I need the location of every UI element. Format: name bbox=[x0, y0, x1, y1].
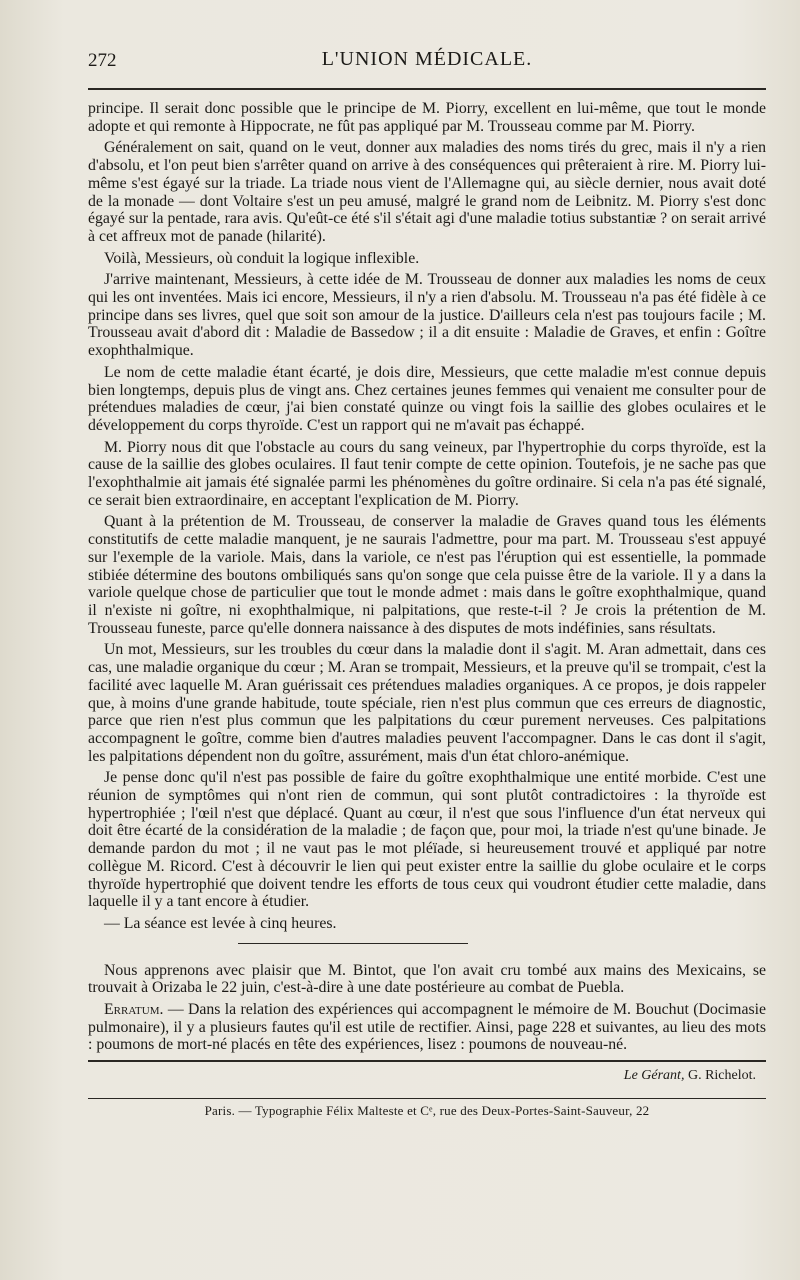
page-header bbox=[88, 42, 766, 80]
paragraph: M. Piorry nous dit que l'obstacle au cours du sang veineux, par l'hypertrophie du corps thyroïde, est la cause de la saillie des globes oculaires. Il faut tenir compte de cette opinion. Toutefois, je ne sache pas que l'exophthalmie ait jamais été signalée parmi les phénomènes du goître ordinaire. Si cela n'a pas été signalé, ce serait bien extraordinaire, en acceptant l'explication de M. Piorry. bbox=[88, 438, 766, 509]
erratum bbox=[88, 1001, 766, 1054]
printer-rule bbox=[88, 1098, 766, 1099]
paragraph: Généralement on sait, quand on le veut, donner aux maladies des noms tirés du grec, mais il n'y a rien d'absolu, et l'on peut bien s'arrêter quand on arrive à des conséquences qui prêteraient à rire. M. Piorry lui-même s'est égayé sur la triade. La triade nous vient de l'Allemagne qui, au siècle dernier, nous avait doté de la monade — dont Voltaire s'est un peu amusé, malgré le grand nom de Leibnitz. M. Piorry s'est donc égayé sur la pentade, rara avis. Qu'eût-ce été s'il s'était agi d'une maladie totius substantiæ ? on serait arrivé à cet affreux mot de panade (hilarité). bbox=[88, 139, 766, 245]
erratum-label: Erratum. bbox=[104, 1001, 164, 1019]
section-divider bbox=[238, 943, 468, 944]
news-item: Nous apprenons avec plaisir que M. Bintot, que l'on avait cru tombé aux mains des Mexicains, se trouvait à Orizaba le 22 juin, c'est-à-dire à une date postérieure au combat de Puebla. bbox=[88, 961, 766, 997]
article-body bbox=[88, 100, 766, 1054]
signature-name: G. Richelot. bbox=[687, 1068, 756, 1084]
page-number: 272 bbox=[88, 50, 117, 71]
signature-rule bbox=[88, 1060, 766, 1062]
paragraph: Un mot, Messieurs, sur les troubles du cœur dans la maladie dont il s'agit. M. Aran admettait, dans ces cas, une maladie organique du cœur ; M. Aran se trompait, Messieurs, et la preuve qu'il se trompait, c'est la facilité avec laquelle M. Aran guérissait ces prétendues maladies organiques. A ce propos, je dois rappeler que, à moins d'une grande habitude, toute spéciale, rien n'est plus commun que ces erreurs de diagnostic, parce que rien n'est plus commun que les palpitations du cœur purement nerveuses. Ces palpitations accompagnent le goître, comme bien d'autres maladies peuvent l'accompagner. Dans le cas dont il s'agit, les palpitations dépendent non du goître, assurément, mais d'un état chloro-anémique. bbox=[88, 641, 766, 765]
paragraph: Le nom de cette maladie étant écarté, je dois dire, Messieurs, que cette maladie m'est connue depuis bien longtemps, depuis plus de vingt ans. Chez certaines jeunes femmes qui venaient me consulter pour de prétendues maladies de cœur, j'ai bien constaté quinze ou vingt fois la saillie des globes oculaires et le développement du corps thyroïde. C'est un rapport qui ne m'avait pas échappé. bbox=[88, 363, 766, 434]
journal-title: L'UNION MÉDICALE. bbox=[321, 48, 533, 70]
paragraph: Quant à la prétention de M. Trousseau, de conserver la maladie de Graves quand tous les éléments constitutifs de cette maladie manquent, je ne saurais l'admettre, pour ma part. M. Trousseau s'est appuyé sur l'exemple de la variole. Mais, dans la variole, ce n'est pas l'éruption qui est essentielle, la pommade stibiée détermine des boutons ombiliqués sans qu'on songe que cela puisse être de la variole. Il y a dans la variole quelque chose de particulier que tout le monde admet : mais dans le goître exophthalmique, quand il n'existe ni goître, ni exophthalmique, ni palpitations, que reste-t-il ? Je crois la prétention de M. Trousseau funeste, parce qu'elle donnera naissance à des disputes de mots indéfinies, sans résultats. bbox=[88, 513, 766, 637]
session-closing: — La séance est levée à cinq heures. bbox=[104, 914, 337, 932]
signature-role: Le Gérant, bbox=[623, 1068, 685, 1084]
paragraph: principe. Il serait donc possible que le principe de M. Piorry, excellent en lui-même, que tout le monde adopte et qui remonte à Hippocrate, ne fût pas appliqué par M. Trousseau comme par M. Piorry. bbox=[88, 100, 766, 135]
header-rule bbox=[88, 88, 766, 90]
paragraph: Je pense donc qu'il n'est pas possible de faire du goître exophthalmique une entité morbide. C'est une réunion de symptômes qui n'ont rien de commun, qui sont plutôt contradictoires : la thyroïde est hypertrophiée ; l'œil n'est que déplacé. Quant au cœur, il n'est que sous l'influence d'un état nerveux qui doit être écarté de la considération de la maladie ; de façon que, pour moi, la triade n'est qu'une binade. Je demande pardon du mot ; il ne vaut pas le mot pléïade, si heureusement trouvé et appliqué par notre collègue M. Ricord. C'est à découvrir le lien qui peut exister entre la saillie du globe oculaire et le corps thyroïde hypertrophié que doivent tendre les efforts de tous ceux qui voudront étudier cette maladie, dans laquelle il y a tant encore à étudier. bbox=[88, 769, 766, 911]
paragraph: Voilà, Messieurs, où conduit la logique inflexible. bbox=[104, 249, 420, 267]
erratum-text: — Dans la relation des expériences qui accompagnent le mémoire de M. Bouchut (Docimasie pulmonaire), il y a plusieurs fautes qu'il est utile de rectifier. Ainsi, page 228 et suivantes, au lieu des mots : poumons de mort-né placés en tête des expériences, lisez : poumons de nouveau-né. bbox=[88, 1001, 767, 1054]
paragraph: J'arrive maintenant, Messieurs, à cette idée de M. Trousseau de donner aux maladies les noms de ceux qui les ont inventées. Mais ici encore, Messieurs, il n'y a rien d'absolu. M. Trousseau n'a pas été fidèle à ce principe dans ses livres, quel que soit son amour de la justice. D'ailleurs cela n'est pas toujours facile ; M. Trousseau avait d'abord dit : Maladie de Bassedow ; il a dit ensuite : Maladie de Graves, et enfin : Goître exophthalmique. bbox=[88, 271, 766, 360]
printer-imprint: Paris. — Typographie Félix Malteste et Cᵉ, rue des Deux-Portes-Saint-Sauveur, 22 bbox=[204, 1103, 650, 1119]
signature bbox=[88, 1068, 756, 1084]
